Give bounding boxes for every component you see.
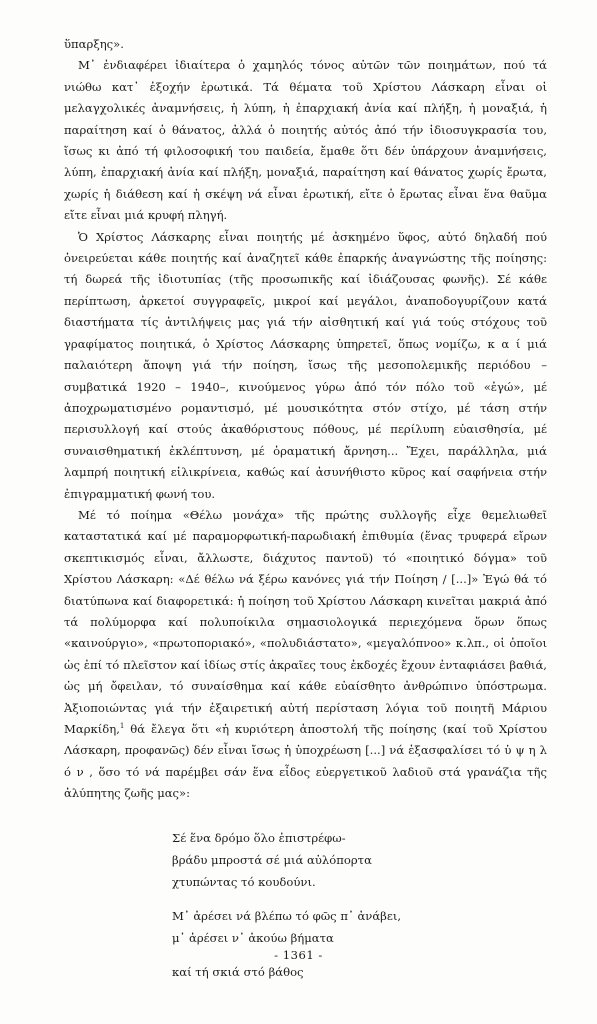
paragraph-continuation: ὕπαρξης».: [64, 37, 124, 51]
body-text: [64, 34, 547, 805]
paragraph-love-themes: Μ᾽ ἐνδιαφέρει ἰδιαίτερα ὁ χαμηλός τόνος αὐτῶν τῶν ποιημάτων, πού τά νιώθω κατ᾽ ἐξοχήν ἐρωτικά. Τά θέματα τοῦ Χρίστου Λάσκαρη εἶναι οἱ μελαγχολικές ἀναμνήσεις, ἡ λύπη, ἡ ἐπαρχιακή ἀνία καί πλήξη, ἡ μοναξιά, ἡ παραίτηση καί ὁ θάνατος, ἀλλά ὁ ποιητής αὐτός ἀπό τήν ἰδιοσυγκρασία του, ἴσως κι ἀπό τή φιλοσοφική του παιδεία, ἔμαθε ὅτι δέν ὑπάρχουν ἀναμνήσεις, λύπη, ἐπαρχιακή ἀνία καί πλήξη, μοναξιά, παραίτηση καί θάνατος χωρίς ἔρωτα, χωρίς ἡ διάθεση καί ἡ σκέψη νά εἶναι ἐρωτική, εἴτε ὁ ἔρωτας εἶναι ἕνα θαῦμα εἴτε εἶναι μιά κρυφή πληγή.: [64, 58, 547, 223]
paragraph-poetic-dogma: [64, 505, 547, 805]
page-number: - 1361 -: [274, 948, 323, 962]
paragraph-poet-style: Ὁ Χρίστος Λάσκαρης εἶναι ποιητής μέ ἀσκημένο ὕφος, αὐτό δηλαδή πού ὀνειρεύεται κάθε ποιητής καί ἀναζητεῖ κάθε ἐπαρκής ἀναγνώστης τῆς ποίησης: τή δωρεά τῆς ἰδιοτυπίας (τῆς προσωπικῆς καί ἰδιάζουσας φωνῆς). Σέ κάθε περίπτωση, ἀρκετοί συγγραφεῖς, μικροί καί μεγάλοι, ἀναποδογυρίζουν κατά διαστήματα τίς ἀντιλήψεις μας γιά τήν αἰσθητική καί γιά τούς στόχους τοῦ γραφίματος ποιητικά, ὁ Χρίστος Λάσκαρης ὑπηρετεῖ, ὅπως νομίζω, κ α ί μιά παλαιότερη ἄποψη γιά τήν ποίηση, ἴσως τῆς μεσοπολεμικῆς περιόδου –συμβατικά 1920 – 1940–, κινούμενος γύρω ἀπό τόν πόλο τοῦ «ἐγώ», μέ ἀποχρωματισμένο ρομαντισμό, μέ μουσικότητα στόν στίχο, μέ τάση στήν περισυλλογή καί στούς ἀκαθόριστους πόθους, μέ περίλυπη εὐαισθησία, μέ συναισθηματική ἐκλέπτυνση, μέ ὀραματική ἄρνηση... Ἔχει, παράλληλα, μιά λαμπρή ποιητική εἰλικρίνεια, καθώς καί ἀσυνήθιστο κῦρος καί σαφήνεια στήν ἐπιγραμματική φωνή του.: [64, 229, 547, 501]
poem-line: χτυπώντας τό κουδούνι.: [172, 874, 316, 889]
poem-line: μ᾽ ἀρέσει ν᾽ ἀκούω βήματα: [172, 930, 334, 945]
poem-line: βράδυ μπροστά σέ μιά αὐλόπορτα: [172, 852, 372, 867]
poem-stanza-1: [172, 827, 547, 893]
paragraph-poetic-dogma-text: Μέ τό ποίημα «Θέλω μονάχα» τῆς πρώτης συλλογῆς εἶχε θεμελιωθεῖ καταστατικά καί μέ παραμορφωτική-παρωδιακή ἐπιθυμία (ἕνας τρυφερά εἴρων σκεπτικισμός εἶναι, ἄλλωστε, διάχυτος παντοῦ) τό «ποιητικό δόγμα» τοῦ Χρίστου Λάσκαρη: «Δέ θέλω νά ξέρω κανόνες γιά τήν Ποίηση / [...]» Ἐγώ θά τό διατύπωνα καί διαφορετικά: ἡ ποίηση τοῦ Χρίστου Λάσκαρη κινεῖται μακριά ἀπό τά πολύμορφα καί πολυποίκιλα σημασιολογικά περιεχόμενα ὅρων ὅπως «καινούργιο», «πρωτοποριακό», «πολυδιάστατο», «μεγαλόπνοο» κ.λπ., οἱ ὁποῖοι ὡς ἐπί τό πλεῖστον καί ἰδίως στίς ἀκραῖες τους ἐκδοχές ἔχουν ἐνταφιάσει βαθιά, ὡς μή ὄφειλαν, τό συναίσθημα καί κάθε εὐαίσθητο ἀνθρώπινο ὑπόστρωμα. Ἀξιοποιώντας γιά τήν ἐξαιρετική αὐτή περίσταση λόγια τοῦ ποιητῆ Μάριου Μαρκίδη,: [64, 507, 547, 736]
poem-line: Σέ ἕνα δρόμο ὅλο ἐπιστρέφω-: [172, 830, 346, 845]
footnote-marker[interactable]: 1: [119, 722, 125, 731]
poem-stanza-2: [172, 905, 547, 949]
poem-line: καί τή σκιά στό βάθος: [172, 964, 304, 979]
poem-stanza-3: [172, 961, 547, 983]
paragraph-poetic-dogma-tail: θά ἔλεγα ὅτι «ἡ κυριότερη ἀποστολή τῆς ποίησης (καί τοῦ Χρίστου Λάσκαρη, προφανῶς) δέν εἶναι ἴσως ἡ ὑποχρέωση [...] νά ἐξασφαλίσει τό ὑ ψ η λ ό ν , ὅσο τό νά παρέμβει σάν ἕνα εἶδος εὐεργετικοῦ λαδιοῦ στά γρανάζια τῆς ἀλύπητης ζωῆς μας»:: [64, 722, 547, 801]
poem-line: Μ᾽ ἀρέσει νά βλέπω τό φῶς π᾽ ἀνάβει,: [172, 908, 402, 923]
